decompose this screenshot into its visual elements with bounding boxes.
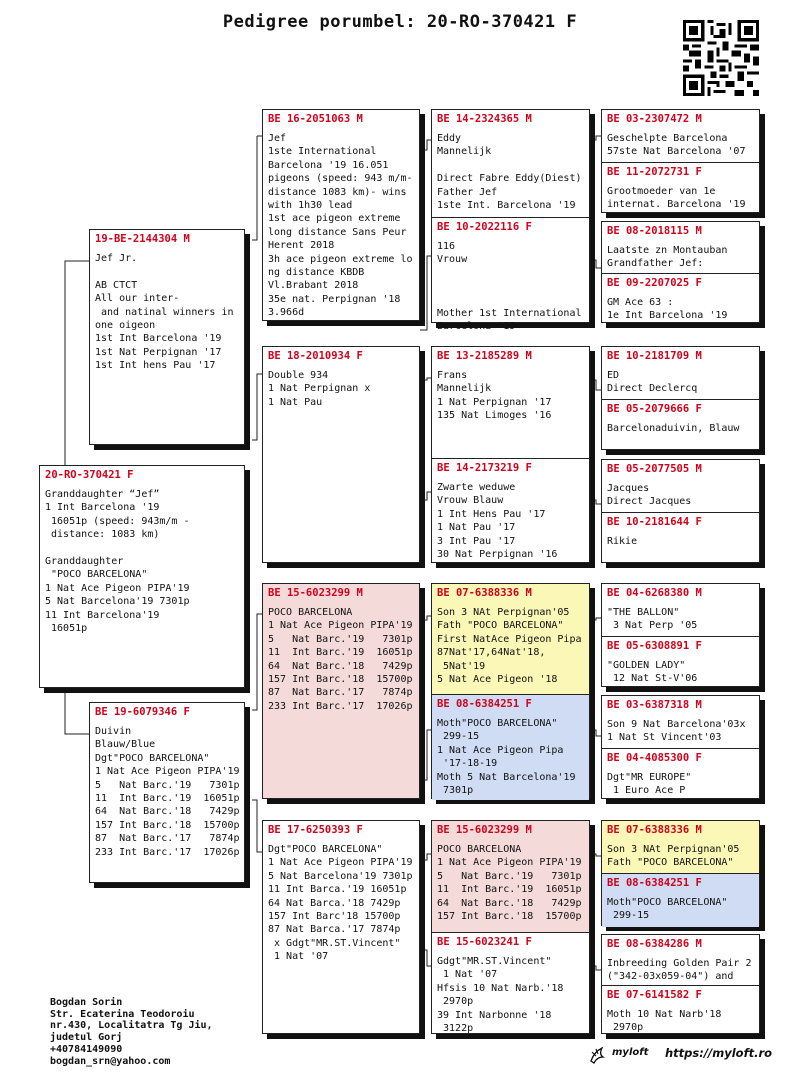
pigeon-details: Moth 10 Nat Narb'18 2970p: [607, 1009, 722, 1034]
pigeon-details: Zwarte weduwe Vrouw Blauw 1 Int Hens Pau '17 1 Nat Pau '17 3 Int Pau '17 30 Nat Perpignan '16: [437, 482, 558, 561]
ancestor-pair: [601, 109, 760, 213]
great-grandparent-pair: [431, 583, 590, 799]
ancestor-pair: [601, 583, 760, 687]
ring-id: BE 08-2018115 M: [607, 225, 702, 237]
ancestor-pair: [601, 221, 760, 323]
pigeon-details: Son 3 NAt Perpignan'05 Fath "POCO BARCELONA": [607, 844, 740, 869]
ring-id: BE 17-6250393 F: [268, 824, 363, 836]
brand-url[interactable]: https://myloft.ro: [665, 1046, 773, 1060]
ring-id: BE 07-6141582 F: [607, 989, 702, 1001]
pigeon-details: Eddy Mannelijk Direct Fabre Eddy(Diest) Father Jef 1ste Int. Barcelona '19: [437, 133, 582, 212]
ring-id: BE 11-2072731 F: [607, 166, 702, 178]
pigeon-details: 116 Vrouw Mother 1st International Barcelona '19: [437, 241, 582, 333]
pigeon-details: Jef 1ste International Barcelona '19 16.051 pigeons (speed: 943 m/m- distance 1083 km)- wins with 1h30 lead 1st ace pigeon extreme long distance Sans Peur Herent 2018 3h ace pigeon extreme lo ng distance KBDB Vl.Brabant 2018 35e nat. Perpignan '18 3.966d: [268, 133, 413, 319]
ring-id: BE 14-2173219 F: [437, 462, 532, 474]
pigeon-details: "GOLDEN LADY" 12 Nat St-V'06: [607, 660, 698, 685]
pigeon-details: Dgt"POCO BARCELONA" 1 Nat Ace Pigeon PIPA'19 5 Nat Barcelona'19 7301p 11 Int Barca.'19 16051p 64 Nat Barca.'18 7429p 157 Int Barc'18 15700p 87 Nat Barca.'17 7874p x Gdgt"MR.ST.Vincent" 1 Nat '07: [268, 844, 413, 963]
pigeon-details: Son 9 Nat Barcelona'03x 1 Nat St Vincent'03: [607, 719, 746, 744]
ring-id: BE 08-6384251 F: [437, 698, 532, 710]
great-grandparent-pair: [431, 346, 590, 563]
ring-id: BE 05-2079666 F: [607, 403, 702, 415]
ring-id: BE 14-2324365 M: [437, 113, 532, 125]
subject-details: Granddaughter “Jef” 1 Int Barcelona '19 16051p (speed: 943m/m - distance: 1083 km) Granddaughter "POCO BARCELONA" 1 Nat Ace Pigeon PIPA'19 5 Nat Barcelona'19 7301p 11 Int Barcelona'19 16051p: [45, 489, 190, 635]
ancestor-pair: [601, 346, 760, 450]
brand-footer: [588, 1043, 788, 1067]
sire-ring-id: 19-BE-2144304 M: [95, 233, 190, 245]
ring-id: BE 15-6023241 F: [437, 936, 532, 948]
ring-id: BE 18-2010934 F: [268, 350, 363, 362]
grandparent-card: [262, 109, 420, 321]
great-grandparent-pair: [431, 109, 590, 333]
ancestor-pair: [601, 934, 760, 1034]
pigeon-details: Barcelonaduivin, Blauw: [607, 423, 740, 434]
subject-ring-id: 20-RO-370421 F: [45, 469, 134, 481]
pigeon-details: Jacques Direct Jacques: [607, 483, 692, 508]
ring-id: BE 15-6023299 M: [437, 824, 532, 836]
owner-contact: Bogdan Sorin Str. Ecaterina Teodoroiu nr.430, Localitatra Tg Jiu, judetul Gorj +40784149090 bogdan_srn@yahoo.com: [50, 997, 213, 1067]
dam-card: [89, 702, 245, 883]
pigeon-details: Frans Mannelijk 1 Nat Perpignan '17 135 Nat Limoges '16: [437, 370, 552, 422]
ring-id: BE 10-2181709 M: [607, 350, 702, 362]
ring-id: BE 10-2181644 F: [607, 516, 702, 528]
grandparent-card: [262, 583, 420, 799]
ring-id: BE 03-2307472 M: [607, 113, 702, 125]
brand-name: myloft: [612, 1047, 649, 1058]
pigeon-details: Moth"POCO BARCELONA" 299-15: [607, 897, 728, 922]
ring-id: BE 08-6384286 M: [607, 938, 702, 950]
sire-details: Jef Jr. AB CTCT All our inter- and natinal winners in one oigeon 1st Int Barcelona '19 1st Nat Perpignan '17 1st Int hens Pau '17: [95, 253, 234, 372]
pigeon-details: Laatste zn Montauban Grandfather Jef:: [607, 245, 728, 270]
grandparent-card: [262, 820, 420, 1034]
ring-id: BE 05-2077505 M: [607, 463, 702, 475]
ring-id: BE 16-2051063 M: [268, 113, 363, 125]
ring-id: BE 15-6023299 M: [268, 587, 363, 599]
page-title: Pedigree porumbel: 20-RO-370421 F: [222, 12, 578, 32]
ring-id: BE 05-6308891 F: [607, 640, 702, 652]
subject-card: [39, 465, 245, 688]
ring-id: BE 10-2022116 F: [437, 221, 532, 233]
pigeon-details: Double 934 1 Nat Perpignan x 1 Nat Pau: [268, 370, 371, 408]
ring-id: BE 07-6388336 M: [607, 824, 702, 836]
great-grandparent-pair: [431, 820, 590, 1034]
pigeon-details: GM Ace 63 : 1e Int Barcelona '19: [607, 297, 728, 322]
myloft-logo-icon: [588, 1043, 610, 1065]
pigeon-details: Inbreeding Golden Pair 2 ("342-03x059-04") and: [607, 958, 752, 983]
pigeon-details: Geschelpte Barcelona 57ste Nat Barcelona '07: [607, 133, 746, 158]
pigeon-details: Rikie: [607, 536, 638, 547]
pigeon-details: Moth"POCO BARCELONA" 299-15 1 Nat Ace Pigeon Pipa '17-18-19 Moth 5 Nat Barcelona'19 7301p: [437, 718, 576, 797]
sire-card: [89, 229, 245, 445]
pigeon-details: Son 3 NAt Perpignan'05 Fath "POCO BARCELONA" First NatAce Pigeon Pipa 87Nat'17,64Nat'18, 5Nat'19 5 Nat Ace Pigeon '18: [437, 607, 582, 686]
ring-id: BE 09-2207025 F: [607, 277, 702, 289]
grandparent-card: [262, 346, 420, 563]
ring-id: BE 08-6384251 F: [607, 877, 702, 889]
pigeon-details: "THE BALLON" 3 Nat Perp '05: [607, 607, 698, 632]
pigeon-details: Grootmoeder van 1e internat. Barcelona '19: [607, 186, 746, 211]
ring-id: BE 07-6388336 M: [437, 587, 532, 599]
pigeon-details: Gdgt"MR.ST.Vincent" 1 Nat '07 Hfsis 10 Nat Narb.'18 2970p 39 Int Narbonne '18 3122p: [437, 956, 564, 1035]
ancestor-pair: [601, 459, 760, 563]
ring-id: BE 04-6268380 M: [607, 587, 702, 599]
pigeon-details: POCO BARCELONA 1 Nat Ace Pigeon PIPA'19 5 Nat Barc.'19 7301p 11 Int Barc.'19 16051p 64 Nat Barc.'18 7429p 157 Int Barc.'18 15700p: [437, 844, 582, 923]
ring-id: BE 04-4085300 F: [607, 752, 702, 764]
dam-details: Duivin Blauw/Blue Dgt"POCO BARCELONA" 1 Nat Ace Pigeon PIPA'19 5 Nat Barc.'19 7301p 11 Int Barc.'19 16051p 64 Nat Barc.'18 7429p 157 Int Barc.'18 15700p 87 Nat Barc.'17 7874p 233 Int Barc.'17 17026p: [95, 726, 240, 858]
pigeon-details: Dgt"MR EUROPE" 1 Euro Ace P: [607, 772, 692, 797]
ancestor-pair: [601, 695, 760, 799]
ring-id: BE 03-6387318 M: [607, 699, 702, 711]
ancestor-pair: [601, 820, 760, 926]
pigeon-details: ED Direct Declercq: [607, 370, 698, 395]
ring-id: BE 13-2185289 M: [437, 350, 532, 362]
pigeon-details: POCO BARCELONA 1 Nat Ace Pigeon PIPA'19 5 Nat Barc.'19 7301p 11 Int Barc.'19 16051p 64 Nat Barc.'18 7429p 157 Int Barc.'18 15700p 87 Nat Barc.'17 7874p 233 Int Barc.'17 17026p: [268, 607, 413, 712]
dam-ring-id: BE 19-6079346 F: [95, 706, 190, 718]
